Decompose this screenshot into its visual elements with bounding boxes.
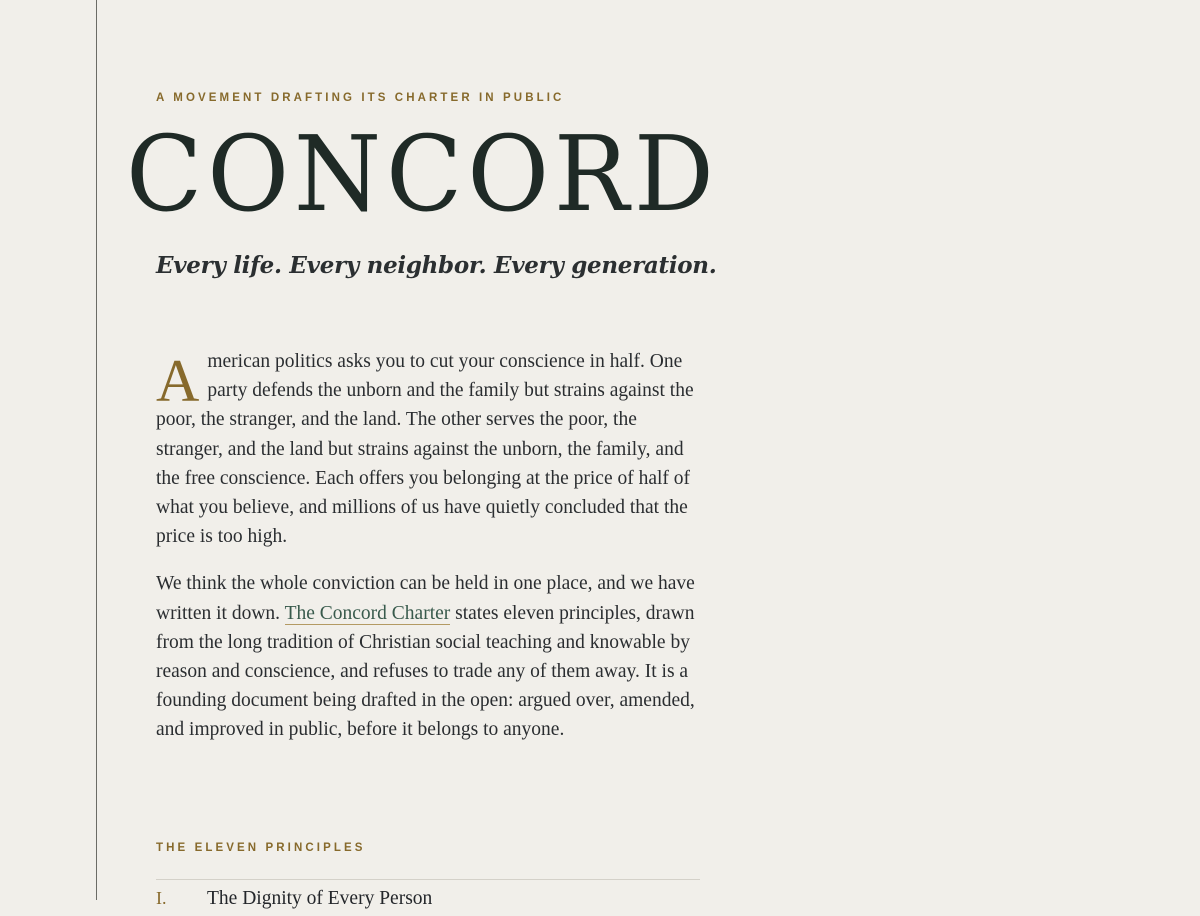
intro-paragraph-2 [156, 569, 702, 744]
principles-divider [156, 879, 700, 880]
principle-title: The Dignity of Every Person [207, 888, 433, 909]
principles-section-label: THE ELEVEN PRINCIPLES [156, 842, 366, 854]
intro-paragraph-1 [156, 347, 702, 551]
eyebrow-label: A MOVEMENT DRAFTING ITS CHARTER IN PUBLIC [156, 92, 565, 104]
intro-paragraph-1-text: merican politics asks you to cut your conscience in half. One party defends the unborn and the family but strains against the poor, the stranger, and the land. The other serves the poor, the stranger, and the land but strains against the unborn, the family, and the free conscience. Each offers you belonging at the price of half of what you believe, and millions of us have quietly concluded that the price is too high. [156, 351, 694, 548]
principle-number: I. [156, 888, 167, 908]
intro-paragraph-2-lead: We think the whole conviction can be held in one place, and we have written it down. [156, 573, 695, 624]
principle-item[interactable] [156, 886, 700, 916]
intro-paragraph-2-rest: states eleven principles, drawn from the long tradition of Christian social teaching and knowable by reason and conscience, and refuses to trade any of them away. It is a founding document being drafted in the open: argued over, amended, and improved in public, before it belongs to anyone. [156, 602, 695, 741]
tagline: Every life. Every neighbor. Every generation. [156, 252, 717, 279]
concord-charter-link[interactable]: The Concord Charter [284, 602, 451, 624]
site-title: CONCORD [126, 113, 719, 235]
intro-text [156, 347, 702, 763]
vertical-margin-rule [96, 0, 97, 900]
drop-cap: A [156, 348, 200, 414]
